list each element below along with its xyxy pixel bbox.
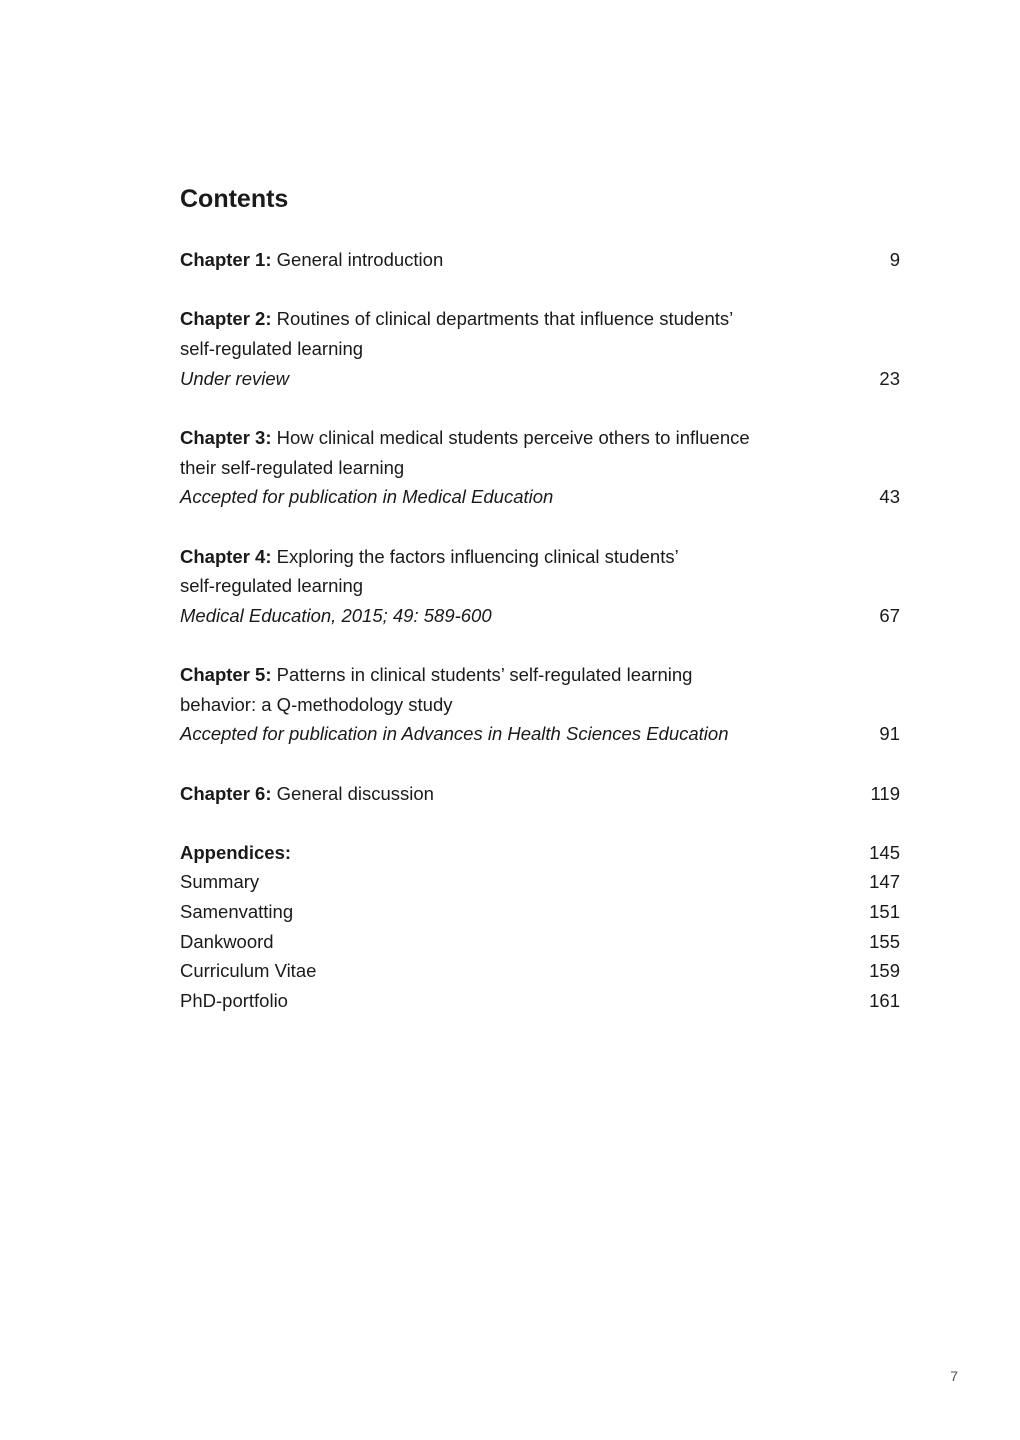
toc-chapter-6-line-1: [180, 780, 434, 808]
page-title: Contents: [180, 185, 289, 213]
toc-chapter-4-line-2: self-regulated learning: [180, 575, 364, 596]
toc-appendices-heading: [180, 839, 291, 867]
toc-chapter-4-line-1: [180, 543, 679, 571]
chapter-title: Patterns in clinical students’ self-regulated learning: [276, 664, 693, 685]
toc-chapter-4-note: [180, 602, 492, 630]
chapter-title: General introduction: [276, 249, 444, 270]
toc-page-number: 43: [879, 486, 900, 507]
toc-page-number: 23: [879, 368, 900, 389]
chapter-title: Routines of clinical departments that influence students’: [276, 308, 734, 329]
toc-chapter-3-note: [180, 483, 553, 511]
toc-chapter-2-note: [180, 365, 289, 393]
toc-appendix-item: PhD-portfolio: [180, 990, 288, 1011]
chapter-title: Exploring the factors influencing clinical students’: [276, 546, 679, 567]
toc-chapter-3-line-1: [180, 424, 750, 452]
toc-page-number: 155: [869, 931, 900, 952]
chapter-note: Accepted for publication in Medical Education: [180, 486, 554, 507]
chapter-label: Chapter 5:: [180, 664, 272, 685]
chapter-note: Medical Education, 2015; 49: 589-600: [180, 605, 492, 626]
chapter-title: How clinical medical students perceive others to influence: [276, 427, 750, 448]
toc-page-number: 159: [869, 960, 900, 981]
toc-chapter-2-line-2: self-regulated learning: [180, 338, 364, 359]
toc-page-number: 67: [879, 605, 900, 626]
toc-chapter-3-line-2: their self-regulated learning: [180, 457, 405, 478]
chapter-label: Chapter 4:: [180, 546, 272, 567]
chapter-label: Chapter 1:: [180, 249, 272, 270]
toc-page-number: 145: [869, 842, 900, 863]
toc-chapter-1-line-1: [180, 246, 443, 274]
chapter-title: General discussion: [276, 783, 434, 804]
toc-chapter-2-line-1: [180, 305, 733, 333]
toc-page-number: 147: [869, 871, 900, 892]
toc-page-number: 9: [889, 249, 900, 270]
toc-page-number: 91: [879, 723, 900, 744]
toc-page-number: 151: [869, 901, 900, 922]
chapter-label: Chapter 3:: [180, 427, 272, 448]
chapter-label: Chapter 2:: [180, 308, 272, 329]
toc-appendix-item: Summary: [180, 871, 260, 892]
chapter-label: Chapter 6:: [180, 783, 272, 804]
page-number: 7: [950, 1368, 958, 1384]
chapter-note: Accepted for publication in Advances in Health Sciences Education: [180, 723, 729, 744]
toc-chapter-5-line-2: behavior: a Q-methodology study: [180, 694, 453, 715]
toc-chapter-5-note: [180, 720, 728, 748]
toc-appendix-item: Samenvatting: [180, 901, 294, 922]
toc-page-number: 161: [869, 990, 900, 1011]
toc-page-number: 119: [870, 783, 900, 804]
appendices-label: Appendices:: [180, 842, 292, 863]
toc-appendix-item: Curriculum Vitae: [180, 960, 317, 981]
chapter-note: Under review: [180, 368, 289, 389]
toc-chapter-5-line-1: [180, 661, 692, 689]
toc-appendix-item: Dankwoord: [180, 931, 274, 952]
